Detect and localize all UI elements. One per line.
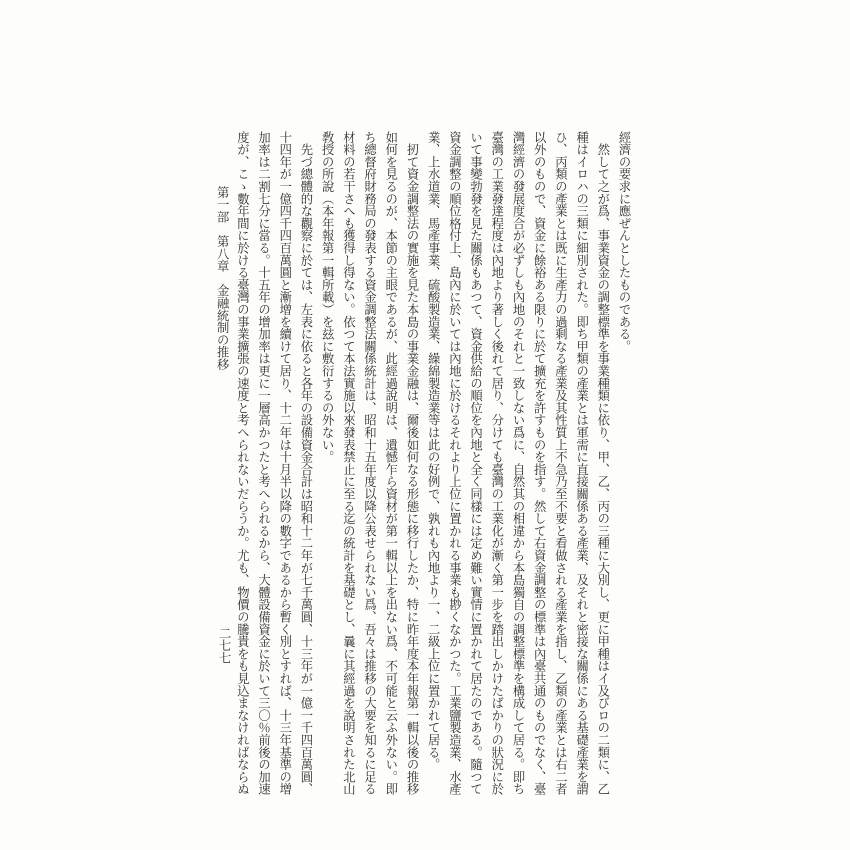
text-column-4: ひ、丙類の產業とは既に生產力の過剩なる產業及其性質上不急乃至不要と看做される產業を指し、乙類の產業とは右二者 xyxy=(553,131,568,796)
text-column-1: 經濟の要求に應ぜんとしたものである。 xyxy=(617,131,631,353)
text-column-19: 度が、こゝ數年間に於ける臺灣の事業擴張の速度と考へられないだらうか。尤も、物價の騰貴をも見込まなければならぬ xyxy=(235,131,250,796)
text-column-2: 然して之が爲、事業資金の調整標準を事業種類に依り、甲、乙、丙の三種に大別し、更に甲種はイ及びロの二類に、乙 xyxy=(595,131,610,796)
text-column-3: 種はイロハの三類に細別された。即ち甲類の產業とは軍需に直接關係ある產業、及それと密接な關係にある基礎產業を謂 xyxy=(574,131,589,796)
text-column-13: ち總督府財務局の發表する資金調整法關係統計は、昭和十五年度以降公表せられない爲、吾々は推移の大要を知るに足る xyxy=(362,131,377,796)
text-column-16: 先づ總體的な觀察に於ては、左表に依ると各年の設備資金合計は昭和十二年が七千萬圓、十三年が一億一千四百萬圓、 xyxy=(298,131,313,796)
page-number: 二七七 xyxy=(217,627,232,664)
text-column-15: 敎授の所說（本年報第一輯所載）を玆に敷衍するの外ない。 xyxy=(320,131,335,464)
text-column-11: 扨て資金調整法の實施を見た本島の事業金融は、爾後如何なる形態に移行したか、特に昨年度本年報第一輯以後の推移 xyxy=(404,131,419,796)
text-column-7: 臺灣の工業發達程度は內地より著しく後れて居り、分けても臺灣の工業化が漸く第一步を踏出しかけたばかりの狀況に於 xyxy=(489,131,504,796)
body-text-block xyxy=(231,131,634,803)
text-column-14: 材料の若干さへも獲得し得ない。依つて本法實施以來發表禁止に至る迄の統計を基礎とし、曩に其經過を說明された北山 xyxy=(341,131,356,796)
running-title: 第一部 第八章 金融統制の推移 xyxy=(215,186,230,371)
text-column-8: いて事變勃發を見た關係もあつて、資金供給の順位を內地と全く同樣には定め難い實情に置かれて居たのである。隨つて xyxy=(468,131,483,796)
text-column-6: 灣經濟の發展度合が必ずしも內地のそれと一致しない爲に、自然其の相違から本島獨自の調整標準を構成して居る。即ち xyxy=(510,131,525,796)
text-column-18: 加率は二割七分に當る。十五年の增加率は更に一層高かつたと考へられるから、大體設備資金に於いて三〇％前後の加速 xyxy=(256,131,271,796)
text-column-5: 以外のもので、資金に餘裕ある限りに於て擴充を許すものを指す。然して右資金調整の標準は內臺共通のものでなく、臺 xyxy=(532,131,547,796)
text-column-10: 業、上水道業、馬產事業、硫酸製造業、繰綿製造業等は此の好例で、孰れも內地より一、二級上位に置かれて居る。 xyxy=(426,131,441,771)
text-column-12: 如何を見るのが、本節の主眼であるが、此經過說明は、遺憾乍ら資材が第一輯以上を出ない爲、不可能と云ふ外ない。即 xyxy=(383,131,398,796)
text-column-9: 資金調整の順位格付上、島內に於いては內地に於けるそれより上位に置かれる事業も尠くなかつた。工業鹽製造業、水產 xyxy=(447,131,462,796)
text-column-17: 十四年が一億四千四百萬圓と漸增を續けて居り、十二年は十月半以降の數字であるから暫く別とすれば、十三年基準の增 xyxy=(277,131,292,796)
